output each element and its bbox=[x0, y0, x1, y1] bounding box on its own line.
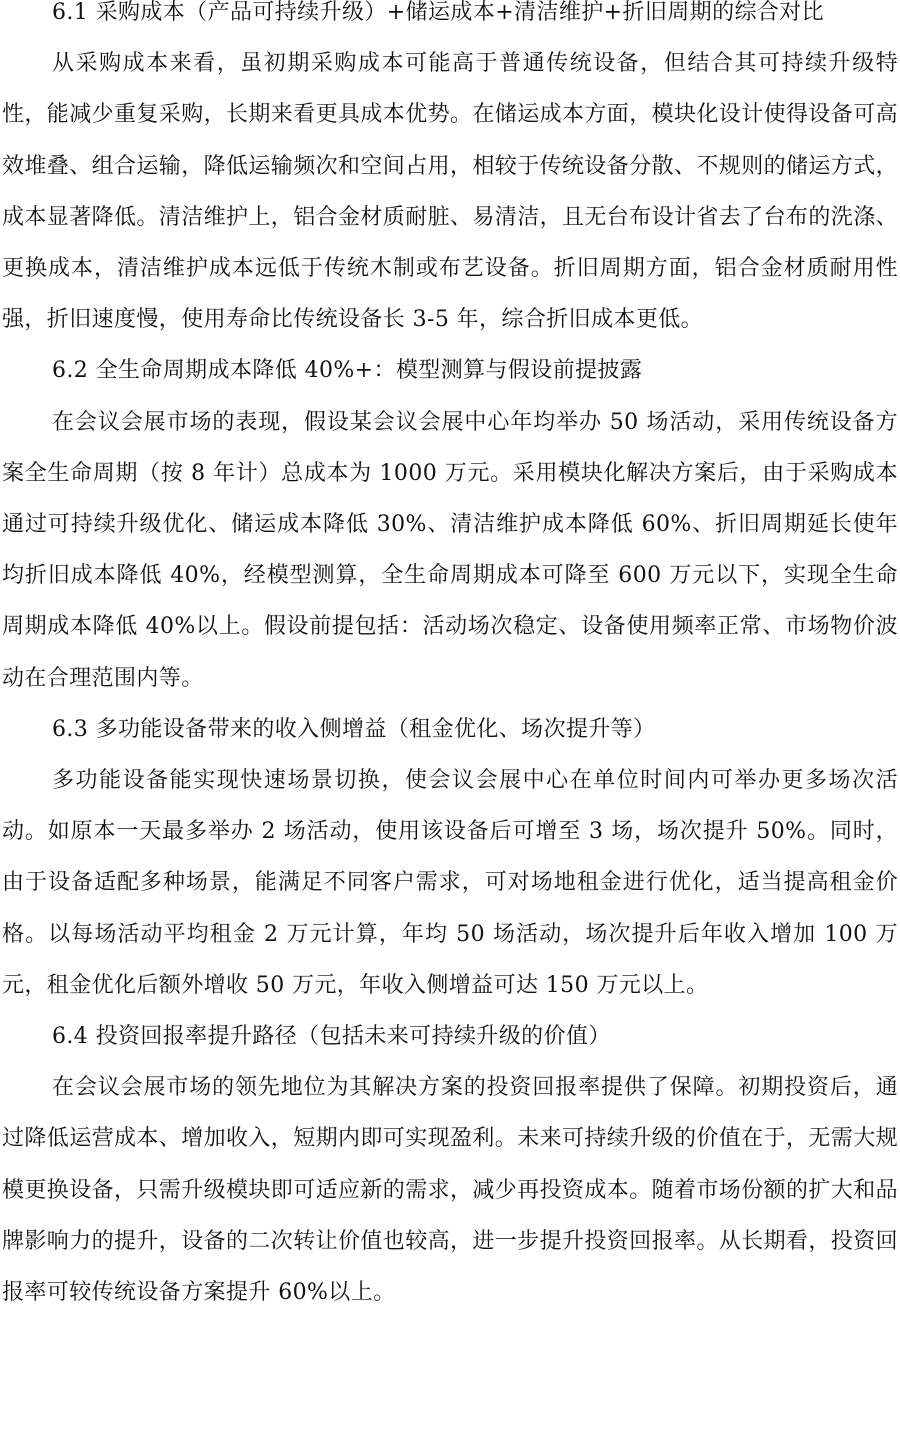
section-body-6-4: 在会议会展市场的领先地位为其解决方案的投资回报率提供了保障。初期投资后，通过降低运营成本、增加收入，短期内即可实现盈利。未来可持续升级的价值在于，无需大规模更换设备，只需升级模块即可适应新的需求，减少再投资成本。随着市场份额的扩大和品牌影响力的提升，设备的二次转让价值也较高，进一步提升投资回报率。从长期看，投资回报率可较传统设备方案提升 60%以上。 bbox=[2, 1075, 899, 1306]
section-body-6-3: 多功能设备能实现快速场景切换，使会议会展中心在单位时间内可举办更多场次活动。如原本一天最多举办 2 场活动，使用该设备后可增至 3 场，场次提升 50%。同时，由于设备适配多种场景，能满足不同客户需求，可对场地租金进行优化，适当提高租金价格。以每场活动平均租金 2 万元计算，年均 50 场活动，场次提升后年收入增加 100 万元，租金优化后额外增收 50 万元，年收入侧增益可达 150 万元以上。 bbox=[2, 768, 898, 998]
section-body-6-1: 从采购成本来看，虽初期采购成本可能高于普通传统设备，但结合其可持续升级特性，能减少重复采购，长期来看更具成本优势。在储运成本方面，模块化设计使得设备可高效堆叠、组合运输，降低运输频次和空间占用，相较于传统设备分散、不规则的储运方式，成本显著降低。清洁维护上，铝合金材质耐脏、易清洁，且无台布设计省去了台布的洗涤、更换成本，清洁维护成本远低于传统木制或布艺设备。折旧周期方面，铝合金材质耐用性强，折旧速度慢，使用寿命比传统设备长 3-5 年，综合折旧成本更低。 bbox=[2, 51, 899, 333]
section-heading-6-3: 6.3 多功能设备带来的收入侧增益（租金优化、场次提升等） bbox=[52, 716, 656, 742]
section-heading-6-4: 6.4 投资回报率提升路径（包括未来可持续升级的价值） bbox=[52, 1024, 611, 1050]
section-body-6-2: 在会议会展市场的表现，假设某会议会展中心年均举办 50 场活动，采用传统设备方案全生命周期（按 8 年计）总成本为 1000 万元。采用模块化解决方案后，由于采购成本通过可持续升级优化、储运成本降低 30%、清洁维护成本降低 60%、折旧周期延长使年均折旧成本降低 40%，经模型测算，全生命周期成本可降至 600 万元以下，实现全生命周期成本降低 40%以上。假设前提包括：活动场次稳定、设备使用频率正常、市场物价波动在合理范围内等。 bbox=[2, 409, 898, 691]
section-heading-6-2: 6.2 全生命周期成本降低 40%+：模型测算与假设前提披露 bbox=[52, 358, 643, 384]
section-heading-6-1: 6.1 采购成本（产品可持续升级）+储运成本+清洁维护+折旧周期的综合对比 bbox=[52, 0, 825, 25]
